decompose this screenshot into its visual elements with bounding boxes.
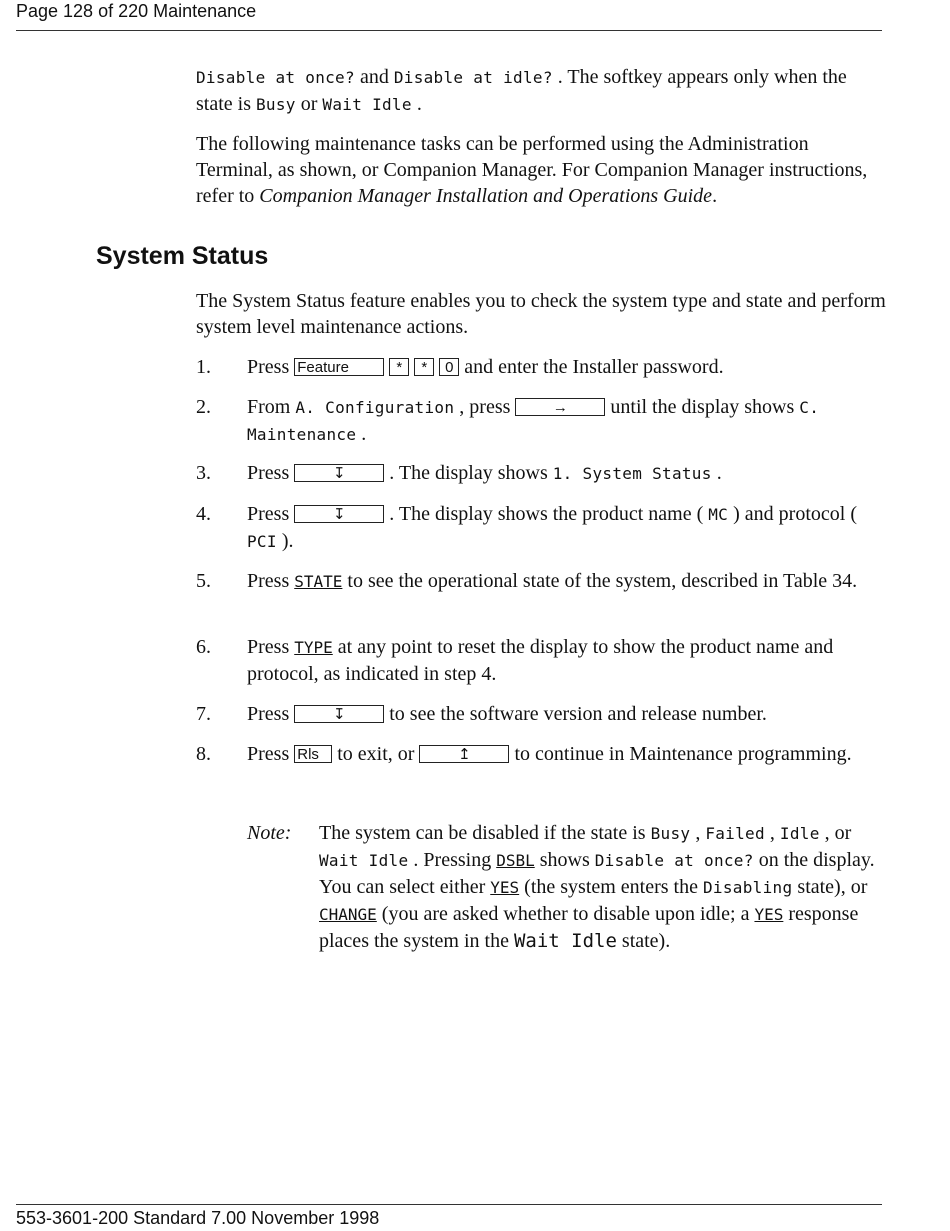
star-key: * bbox=[389, 358, 409, 376]
text: . bbox=[411, 93, 422, 115]
text: . bbox=[712, 185, 718, 207]
up-arrow-key-icon: ↥ bbox=[419, 745, 509, 763]
down-arrow-key-icon: ↧ bbox=[294, 705, 384, 723]
lcd-text: Wait Idle bbox=[322, 95, 412, 114]
section-intro: The System Status feature enables you to check the system type and state and perform system level maintenance actions. bbox=[196, 290, 886, 338]
text: Press bbox=[247, 503, 295, 525]
lcd-text: C. Maintenance bbox=[247, 398, 820, 444]
text: , bbox=[690, 822, 706, 844]
text: Press bbox=[247, 570, 295, 592]
lcd-text: A. Configuration bbox=[295, 398, 455, 417]
step-text bbox=[247, 354, 887, 380]
text: Press bbox=[247, 636, 295, 658]
step-number: 1. bbox=[196, 356, 211, 378]
softkey-label: CHANGE bbox=[319, 905, 377, 924]
note-body bbox=[319, 820, 889, 954]
step-text bbox=[247, 634, 887, 687]
lcd-text: Wait Idle bbox=[319, 851, 409, 870]
step-text bbox=[247, 568, 887, 595]
text: ). bbox=[276, 530, 294, 552]
text: ) and protocol ( bbox=[728, 503, 857, 525]
lcd-text: Wait Idle bbox=[513, 930, 617, 952]
text: From bbox=[247, 396, 296, 418]
softkey-label: YES bbox=[490, 878, 520, 897]
text: and bbox=[354, 66, 394, 88]
tasks-paragraph bbox=[196, 131, 886, 209]
text: . bbox=[711, 462, 722, 484]
zero-key: 0 bbox=[439, 358, 459, 376]
lcd-text: Disabling bbox=[703, 878, 793, 897]
text: or bbox=[295, 93, 323, 115]
page-footer: 553-3601-200 Standard 7.00 November 1998 bbox=[16, 1204, 882, 1231]
guide-title: Companion Manager Installation and Operations Guide bbox=[259, 185, 713, 207]
softkey-label: YES bbox=[754, 905, 784, 924]
text: at any point to reset the display to show the product name and protocol, as indicated in step 4. bbox=[247, 636, 834, 685]
page-header: Page 128 of 220 Maintenance bbox=[16, 0, 882, 31]
text: , press bbox=[454, 396, 516, 418]
softkey-label: TYPE bbox=[294, 638, 333, 657]
down-arrow-key-icon: ↧ bbox=[294, 505, 384, 523]
step-text bbox=[247, 741, 887, 767]
lcd-text: Disable at once? bbox=[594, 851, 754, 870]
step-number: 8. bbox=[196, 743, 211, 765]
step-text bbox=[247, 460, 887, 487]
step-number: 5. bbox=[196, 570, 211, 592]
note-label: Note: bbox=[247, 822, 292, 844]
text: The system can be disabled if the state is bbox=[319, 822, 651, 844]
text: Press bbox=[247, 743, 295, 765]
text: state), or bbox=[792, 876, 868, 898]
text: Press bbox=[247, 703, 295, 725]
text: . The display shows bbox=[384, 462, 553, 484]
text: . The display shows the product name ( bbox=[384, 503, 709, 525]
lcd-text: Disable at once? bbox=[196, 68, 355, 87]
lcd-text: Idle bbox=[779, 824, 820, 843]
down-arrow-key-icon: ↧ bbox=[294, 464, 384, 482]
step-text bbox=[247, 701, 887, 727]
text: , bbox=[764, 822, 780, 844]
text: to see the software version and release number. bbox=[384, 703, 767, 725]
step-number: 4. bbox=[196, 503, 211, 525]
step-number: 2. bbox=[196, 396, 211, 418]
softkey-label: DSBL bbox=[496, 851, 535, 870]
text: and enter the Installer password. bbox=[459, 356, 724, 378]
step-text bbox=[247, 501, 887, 555]
step-number: 6. bbox=[196, 636, 211, 658]
text: . The softkey appears only when the state is bbox=[196, 66, 847, 115]
section-heading: System Status bbox=[96, 242, 269, 270]
text: The following maintenance tasks can be performed using the Administration Terminal, as shown, or Companion Manager. For Companion Manager instructions, refer to bbox=[196, 133, 868, 207]
text: shows bbox=[534, 849, 595, 871]
text: . bbox=[356, 423, 367, 445]
text: Press bbox=[247, 356, 295, 378]
lcd-text: Disable at idle? bbox=[393, 68, 553, 87]
softkey-label: STATE bbox=[294, 572, 343, 591]
text: (the system enters the bbox=[519, 876, 703, 898]
lcd-text: Busy bbox=[256, 95, 296, 114]
lcd-text: Busy bbox=[650, 824, 691, 843]
lcd-text: 1. System Status bbox=[552, 464, 712, 483]
text: Press bbox=[247, 462, 295, 484]
lcd-text: Failed bbox=[705, 824, 765, 843]
release-key: Rls bbox=[294, 745, 332, 763]
feature-key: Feature bbox=[294, 358, 384, 376]
text: response places the system in the bbox=[319, 903, 859, 952]
text: to see the operational state of the system, described in Table 34. bbox=[342, 570, 858, 592]
step-text bbox=[247, 394, 887, 448]
text: , or bbox=[819, 822, 852, 844]
right-arrow-key-icon: → bbox=[515, 398, 605, 416]
star-key: * bbox=[414, 358, 434, 376]
step-number: 3. bbox=[196, 462, 211, 484]
text: until the display shows bbox=[605, 396, 800, 418]
text: (you are asked whether to disable upon idle; a bbox=[376, 903, 755, 925]
text: to exit, or bbox=[332, 743, 420, 765]
step-number: 7. bbox=[196, 703, 211, 725]
lcd-text: PCI bbox=[247, 532, 277, 551]
text: . Pressing bbox=[408, 849, 497, 871]
text: state). bbox=[616, 930, 671, 952]
text: on the display. You can select either bbox=[319, 849, 875, 898]
lcd-text: MC bbox=[708, 505, 729, 524]
intro-paragraph bbox=[196, 64, 886, 118]
text: to continue in Maintenance programming. bbox=[509, 743, 852, 765]
